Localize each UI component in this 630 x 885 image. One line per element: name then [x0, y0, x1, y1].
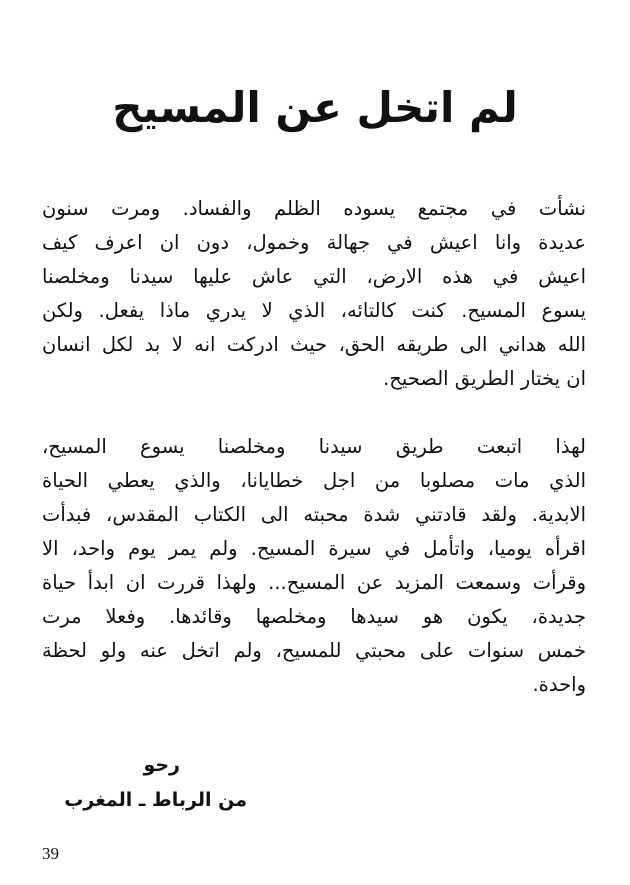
page-number: 39 — [42, 844, 59, 863]
signature-name: رحو — [143, 754, 180, 776]
text-line: الابدية. ولقد قادتني شدة محبته الى الكتاب المقدس، فبدأت — [42, 503, 586, 526]
text-line: جديدة، يكون هو سيدها ومخلصها وقائدها. وفعلا مرت — [42, 605, 586, 628]
signature-location: من الرباط ـ المغرب — [64, 789, 247, 811]
text-line: اعيش في هذه الارض، التي عاش عليها سيدنا ومخلصنا — [42, 265, 586, 288]
text-line: عديدة وانا اعيش في جهالة وخمول، دون ان اعرف كيف — [42, 231, 586, 254]
text-line: يسوع المسيح. كنت كالتائه، الذي لا يدري ماذا يفعل. ولكن — [42, 299, 586, 322]
text-line: خمس سنوات على محبتي للمسيح، ولم اتخل عنه ولو لحظة — [42, 639, 586, 662]
text-line: ان يختار الطريق الصحيح. — [383, 367, 586, 390]
text-line: لهذا اتبعت طريق سيدنا ومخلصنا يسوع المسيح، — [42, 435, 586, 458]
text-line: واحدة. — [532, 673, 586, 696]
text-line: نشأت في مجتمع يسوده الظلم والفساد. ومرت سنون — [42, 197, 586, 220]
text-line: الذي مات مصلوبا من اجل خطايانا، والذي يعطي الحياة — [42, 469, 586, 492]
page-title: لم اتخل عن المسيح — [112, 83, 518, 132]
text-line: وقرأت وسمعت المزيد عن المسيح... ولهذا قررت ان ابدأ حياة — [42, 571, 586, 594]
text-line: اقرأه يوميا، واتأمل في سيرة المسيح. ولم يمر يوم واحد، الا — [42, 537, 586, 560]
text-line: الله هداني الى طريقه الحق، حيث ادركت انه لا بد لكل انسان — [42, 333, 586, 356]
